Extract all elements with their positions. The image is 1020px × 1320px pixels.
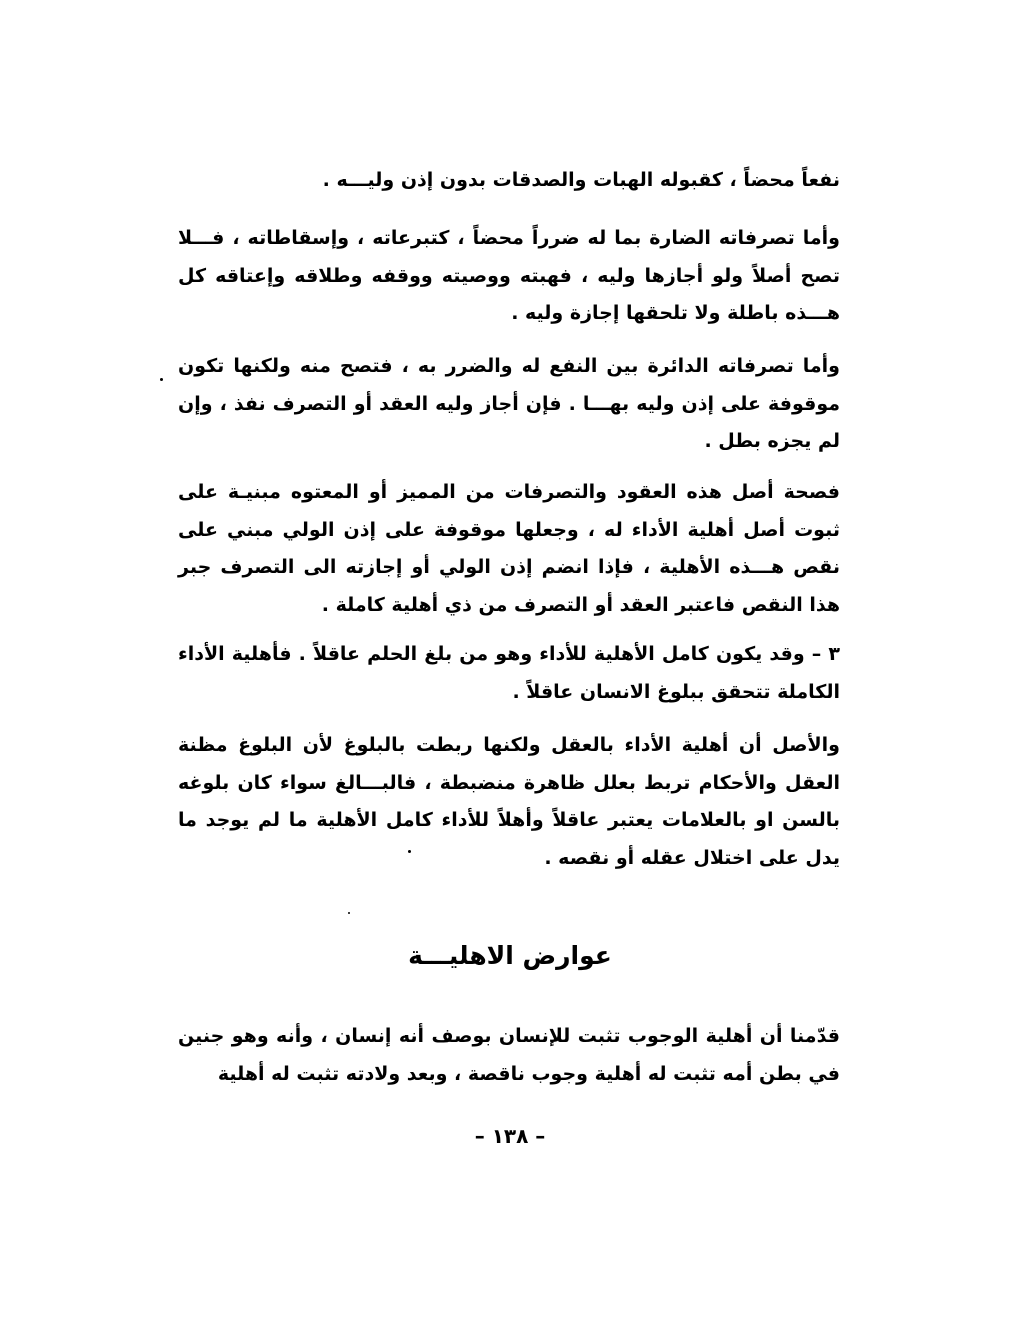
paragraph-1-text: نفعاً محضاً ، كقبوله الهبات والصدقات بدون إذن وليـــه . — [322, 169, 840, 191]
paragraph-final-text: قدّمنا أن أهلية الوجوب تثبت للإنسان بوصف أنه إنسان ، وأنه وهو جنين في بطن أمه تثبت له أهلية وجوب ناقصة ، وبعد ولادته تثبت له أهلية — [178, 1025, 840, 1085]
paragraph-final — [178, 1018, 840, 1093]
paragraph-2 — [178, 220, 840, 333]
paragraph-6-text: والأصل أن أهلية الأداء بالعقل ولكنها ربطت بالبلوغ لأن البلوغ مظنة العقل والأحكام تربط بعلل ظاهرة منضبطة ، فالبـــالغ سواء كان بلوغه بالسن او بالعلامات يعتبر عاقلاً وأهلاً للأداء كامل الأهلية ما لم يوجد ما يدل على اختلال عقله أو نقصه . — [178, 734, 840, 869]
paragraph-6 — [178, 727, 840, 877]
paragraph-5-text: ٣ – وقد يكون كامل الأهلية للأداء وهو من بلغ الحلم عاقلاً . فأهلية الأداء الكاملة تتحقق ببلوغ الانسان عاقلاً . — [178, 643, 840, 703]
scan-speck — [408, 850, 411, 853]
paragraph-3-text: وأما تصرفاته الدائرة بين النفع له والضرر به ، فتصح منه ولكنها تكون موقوفة على إذن وليه بهـــا . فإن أجاز وليه العقد أو التصرف نفذ ، وإن لم يجزه بطل . — [178, 355, 840, 452]
paragraph-4-text: فصحة أصل هذه العقود والتصرفات من المميز أو المعتوه مبنيـة على ثبوت أصل أهلية الأداء له ، وجعلها موقوفة على إذن الولي مبني على نقص هـــذه الأهلية ، فإذا انضم إذن الولي أو إجازته الى التصرف جبر هذا النقص فاعتبر العقد أو التصرف من ذي أهلية كاملة . — [178, 481, 840, 616]
paragraph-1 — [178, 162, 840, 200]
paragraph-2-text: وأما تصرفاته الضارة بما له ضرراً محضاً ، كتبرعاته ، وإسقاطاته ، فـــلا تصح أصلاً ولو أجازها وليه ، فهبته ووصيته ووقفه وطلاقه وإعتاقه كل هـــذه باطلة ولا تلحقها إجازة وليه . — [178, 227, 840, 324]
page-number: – ١٣٨ – — [474, 1124, 546, 1148]
paragraph-3 — [178, 348, 840, 461]
paragraph-5 — [178, 636, 840, 711]
section-heading: عوارض الاهليـــة — [408, 941, 612, 970]
scan-speck — [160, 378, 163, 381]
paragraph-4 — [178, 474, 840, 624]
scan-speck — [348, 912, 350, 914]
